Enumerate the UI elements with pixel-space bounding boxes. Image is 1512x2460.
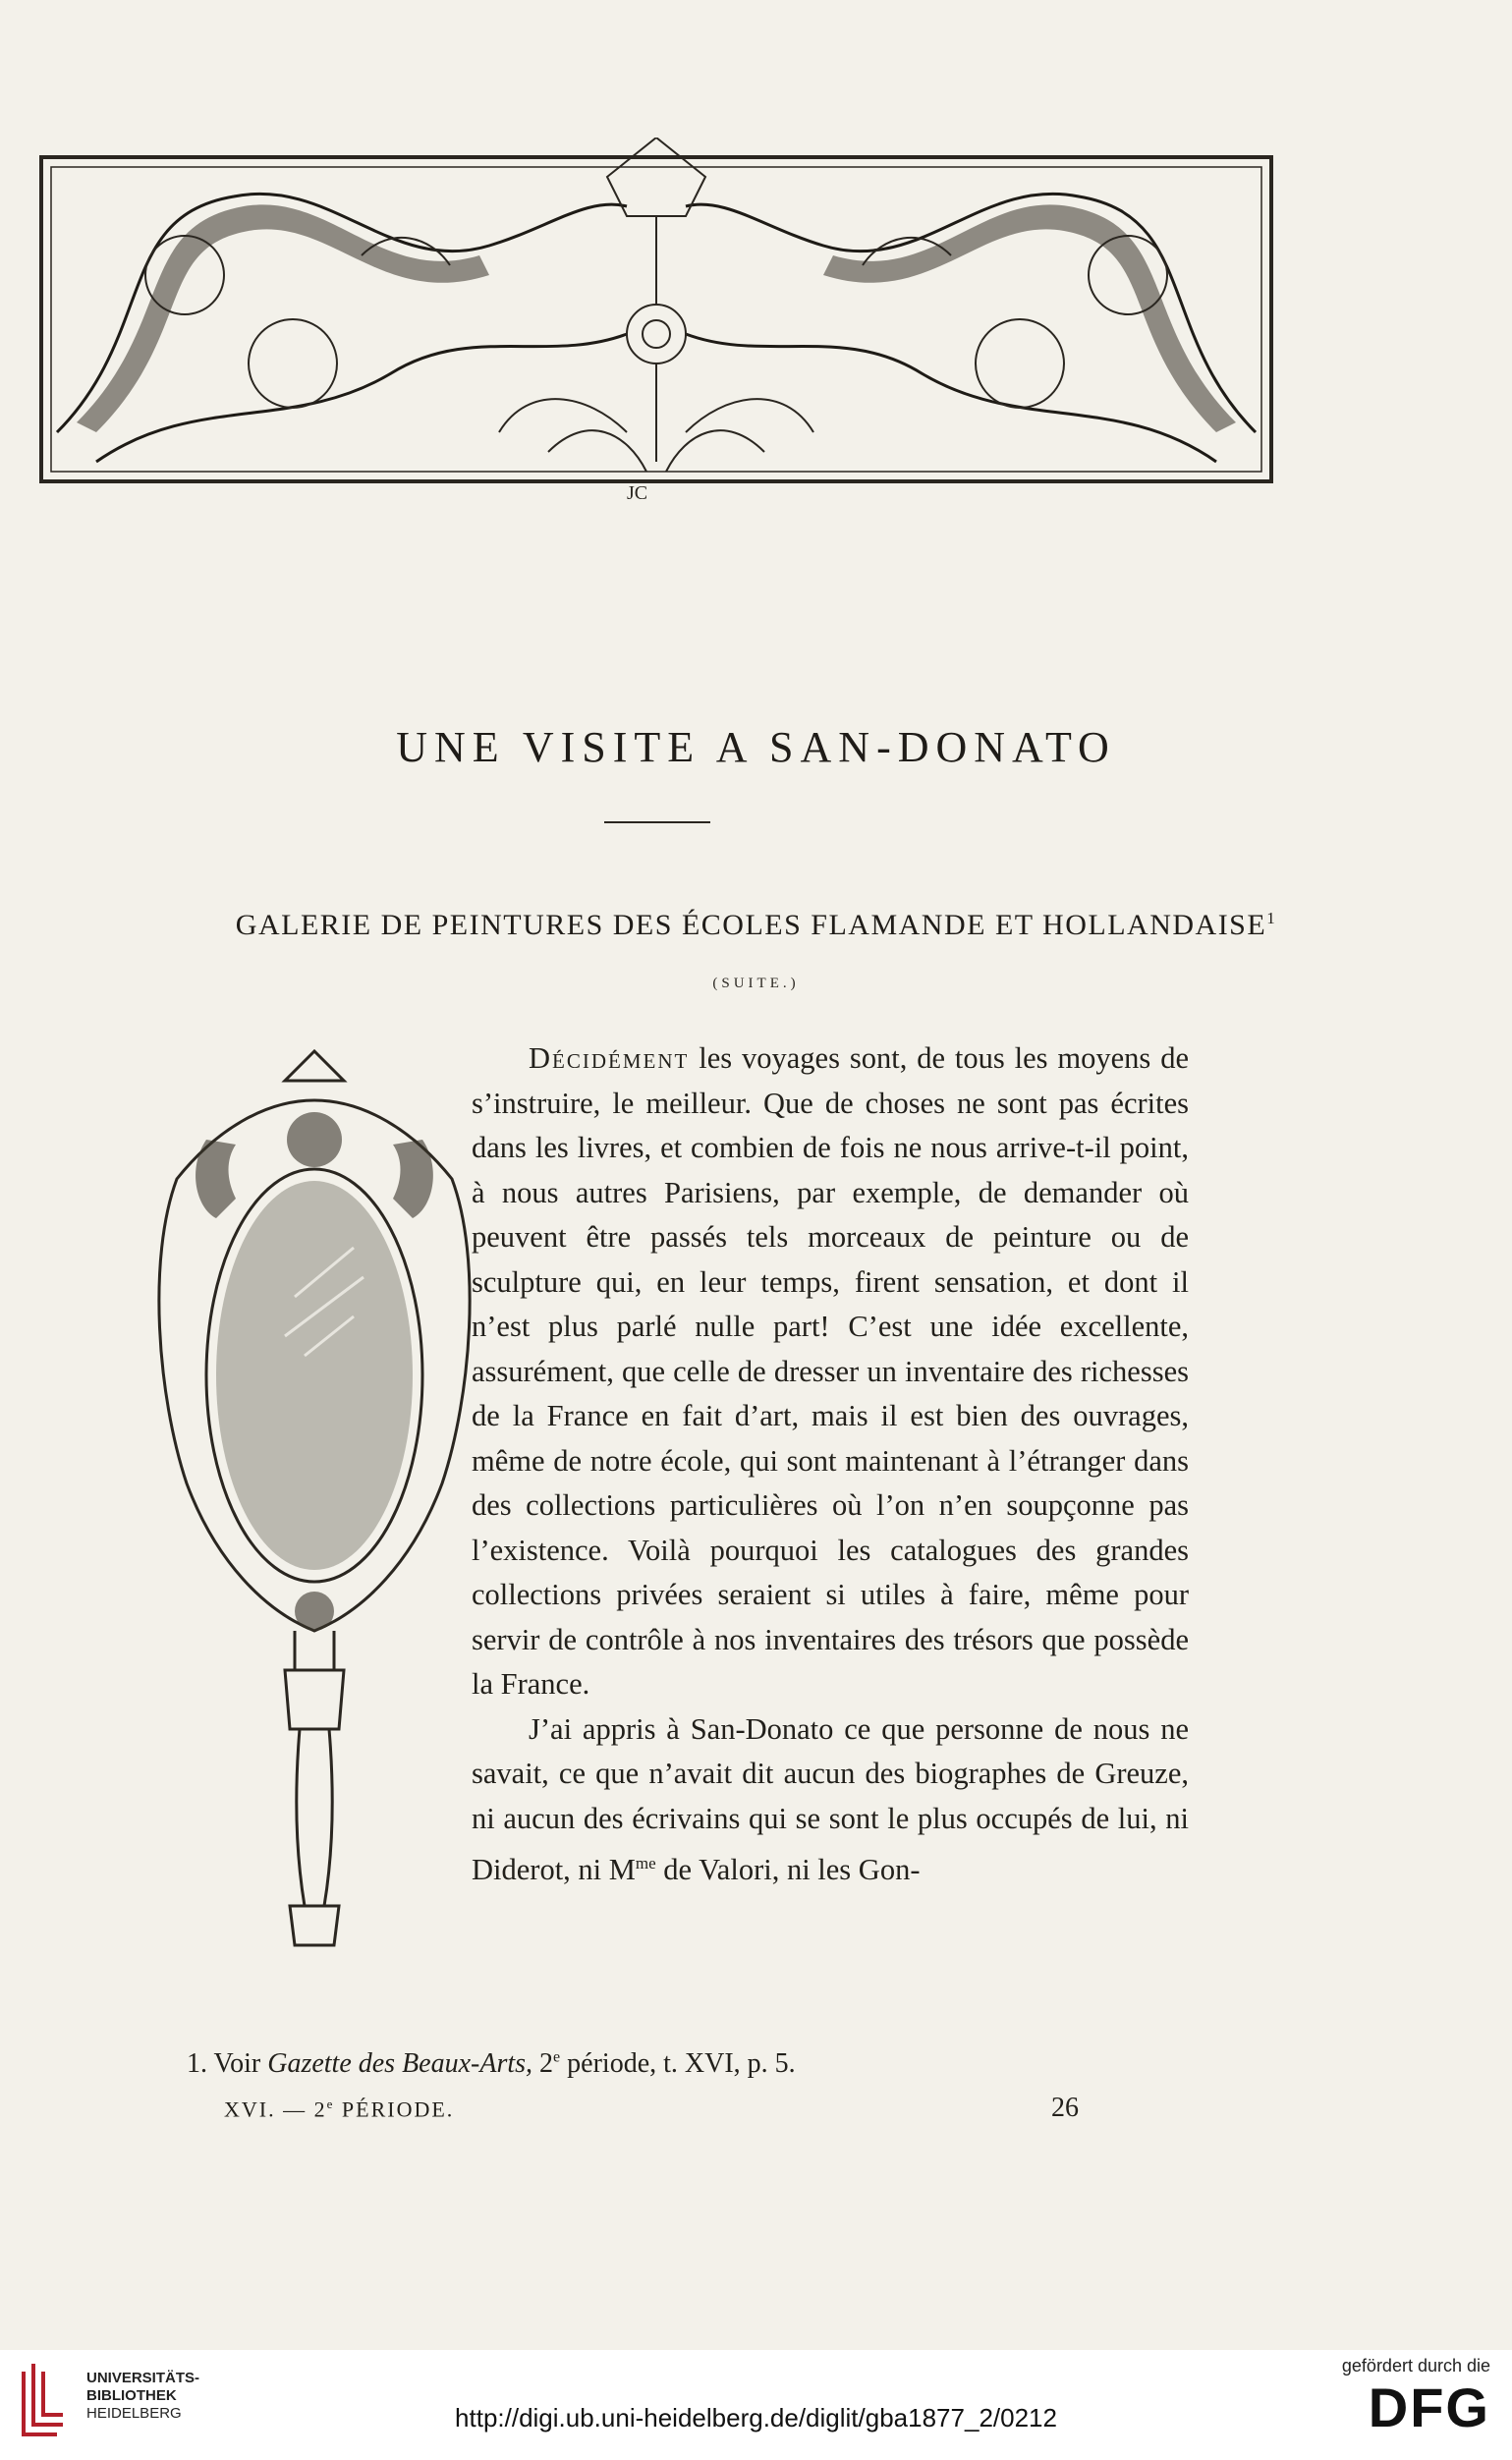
footnote-sup: e: [553, 2048, 561, 2066]
footnote-marker: 1: [1266, 909, 1277, 927]
lead-word: Décidément: [529, 1041, 690, 1075]
paragraph-2-sup: me: [635, 1854, 656, 1873]
paragraph-2-text-a: J’ai appris à San-Donato ce que personne de nous ne savait, ce que n’avait dit aucun des biographes de Greuze, ni aucun des écrivains qui se sont le plus occupés de lui, ni Diderot, ni M: [472, 1711, 1189, 1887]
page-title: UNE VISITE A SAN-DONATO: [396, 723, 1116, 771]
volume-label: XVI. — 2: [224, 2097, 327, 2122]
ornate-hand-mirror-icon: [147, 1041, 481, 1955]
paragraph-2: [472, 1707, 1189, 1893]
ub-line-3: HEIDELBERG: [86, 2405, 182, 2422]
paragraph-1-text: les voyages sont, de tous les moyens de s’instruire, le meilleur. Que de choses ne sont pas écrites dans les livres, et combien de fois ne nous arrive-t-il point, à nous autres Parisiens, par exemple, de demander où peuvent être passés tels morceaux de peinture ou de sculpture qui, en leur temps, firent sensation, et dont il n’est plus parlé nulle part! C’est une idée excellente, assurément, que celle de dresser un inventaire des richesses de la France en fait d’art, mais il est bien des ouvrages, même de notre école, qui sont maintenant à l’étranger dans des collections particulières où l’on n’en soupçonne pas l’existence. Voilà pourquoi les catalogues des grandes collections privées seraient si utiles à faire, même pour servir de contrôle à nos inventaires des trésors que possède la France.: [472, 1041, 1189, 1701]
subtitle: [0, 909, 1512, 942]
footnote-post-a: 2: [532, 2048, 554, 2079]
permalink-url[interactable]: http://digi.ub.uni-heidelberg.de/diglit/gba1877_2/0212: [455, 2403, 1057, 2432]
title-divider: [604, 821, 710, 823]
page-signature-line: [224, 2093, 1079, 2123]
dfg-logo: DFG: [1368, 2376, 1490, 2438]
volume-sup: e: [326, 2097, 335, 2111]
body-text: [472, 1036, 1189, 1893]
footnote-post-b: période, t. XVI, p. 5.: [560, 2048, 796, 2079]
ornamental-dragons-headpiece-icon: [37, 138, 1275, 531]
ub-line-1: UNIVERSITÄTS-: [86, 2370, 200, 2386]
subtitle-text: GALERIE DE PEINTURES DES ÉCOLES FLAMANDE ET HOLLANDAISE: [235, 909, 1267, 941]
footnote-number: 1.: [187, 2048, 207, 2079]
footnote-pre: Voir: [207, 2048, 268, 2079]
footnote: [187, 2048, 796, 2080]
paragraph-1: [472, 1036, 1189, 1707]
suite-label: (SUITE.): [712, 976, 800, 991]
paragraph-2-text-b: de Valori, ni les Gon-: [655, 1853, 921, 1887]
engraver-mark: JC: [627, 482, 648, 504]
dfg-funding-label: gefördert durch die: [1341, 2356, 1490, 2376]
signature-number: 26: [1051, 2093, 1079, 2123]
ub-line-2: BIBLIOTHEK: [86, 2387, 177, 2404]
footnote-journal: Gazette des Beaux-Arts,: [267, 2048, 533, 2079]
periode-label: PÉRIODE.: [334, 2097, 455, 2122]
